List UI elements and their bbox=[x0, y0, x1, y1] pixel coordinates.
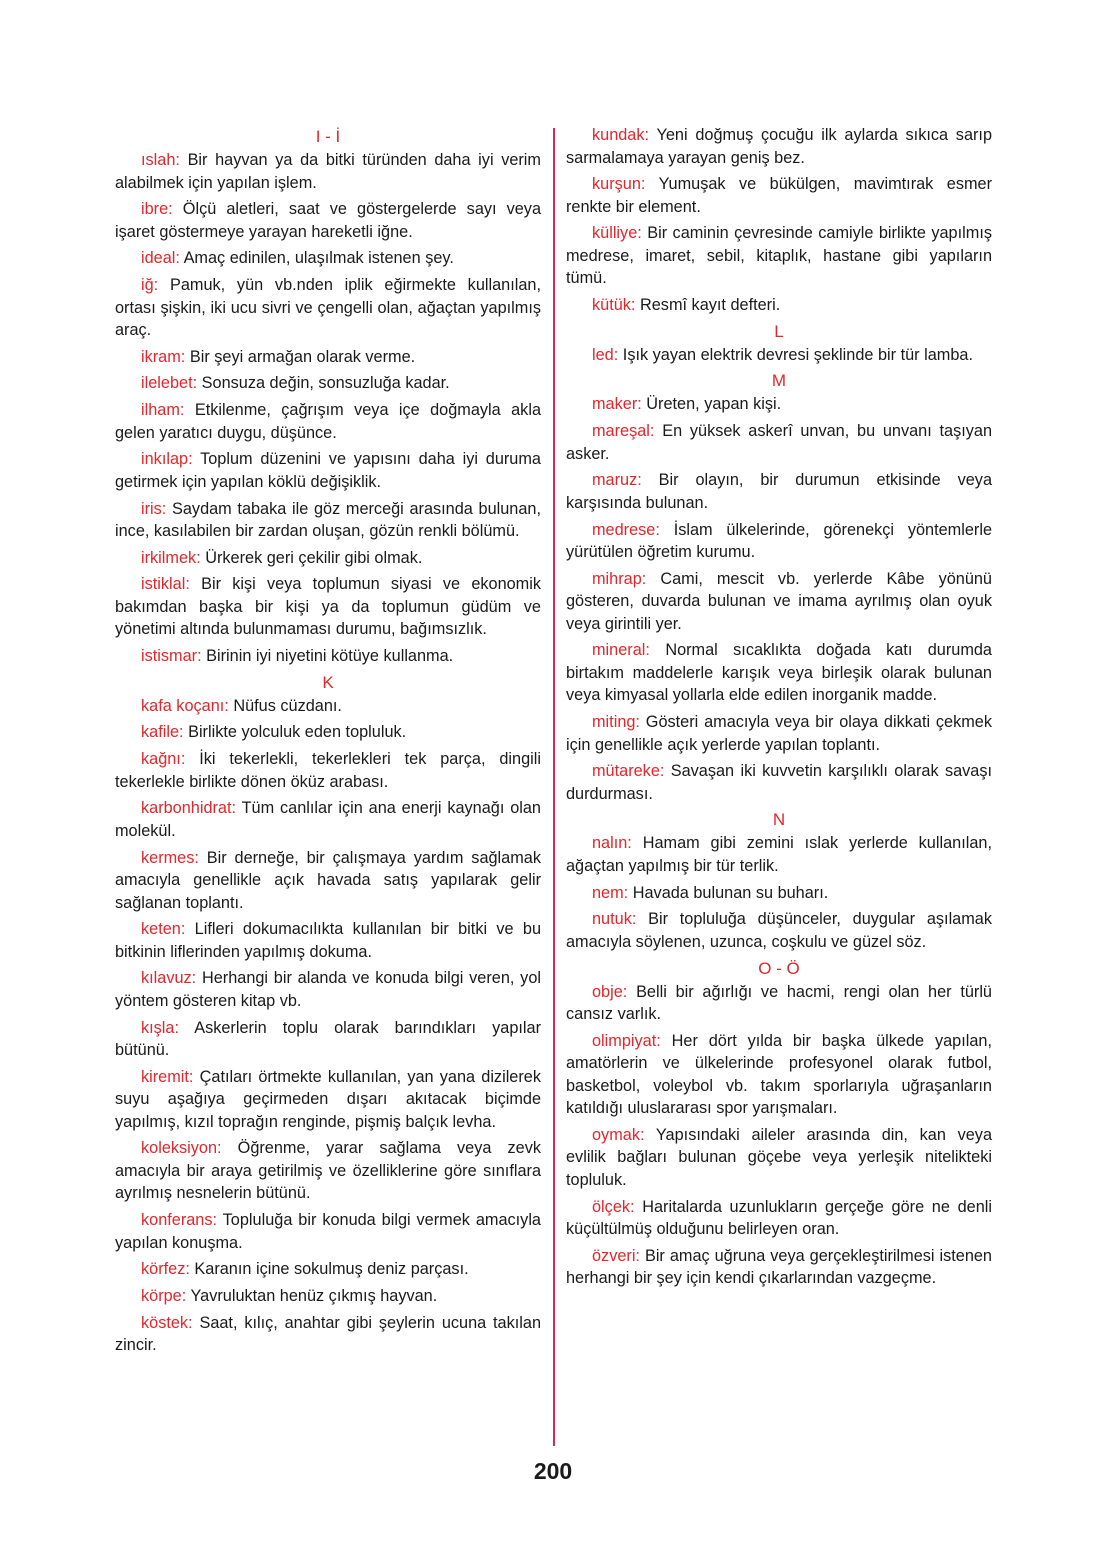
glossary-entry bbox=[115, 1209, 541, 1254]
entry-definition: Birinin iyi niyetini kötüye kullanma. bbox=[206, 647, 454, 666]
glossary-entry bbox=[115, 645, 541, 668]
glossary-entry bbox=[566, 393, 992, 416]
glossary-entry bbox=[566, 1196, 992, 1241]
glossary-entry bbox=[115, 498, 541, 543]
entry-definition: Sonsuza değin, sonsuzluğa kadar. bbox=[201, 374, 450, 393]
section-letter: N bbox=[772, 810, 786, 830]
entry-term: kundak: bbox=[592, 126, 650, 144]
entry-term: kışla: bbox=[141, 1018, 180, 1037]
entry-definition: Yavruluktan henüz çıkmış hayvan. bbox=[190, 1287, 438, 1305]
entry-definition: Her dört yılda bir başka ülkede yapılan, amatörlerin ve ülkelerinde profesyonel olarak futbol, basketbol, voleybol vb. takım sporlarıyla uğraşanların katıldığı uluslararası spor yarışmaları. bbox=[566, 1031, 992, 1118]
glossary-entry bbox=[566, 882, 992, 905]
entry-term: nutuk: bbox=[592, 910, 637, 929]
glossary-entry bbox=[566, 519, 992, 564]
entry-term: kütük: bbox=[592, 296, 636, 315]
entry-definition: Bir derneğe, bir çalışmaya yardım sağlamak amacıyla genellikle açık havada satış yapılarak gelir sağlanan toplantı. bbox=[115, 848, 541, 912]
entry-definition: Nüfus cüzdanı. bbox=[233, 696, 342, 715]
entry-definition: Havada bulunan su buharı. bbox=[632, 883, 829, 902]
glossary-entry bbox=[566, 1124, 992, 1192]
entry-definition: Yeni doğmuş çocuğu ilk aylarda sıkıca sarıp sarmalamaya yarayan geniş bez. bbox=[566, 126, 993, 167]
entry-definition: İki tekerlekli, tekerlekleri tek parça, dingili tekerlekle birlikte dönen öküz arabası. bbox=[115, 750, 541, 791]
entry-term: miting: bbox=[592, 713, 640, 732]
entry-definition: Normal sıcaklıkta doğada katı durumda birtakım maddelerle karışık veya birleşik olarak bulunan veya kimyasal yollarla elde edilen inorganik madde. bbox=[566, 641, 992, 705]
section-letter: O - Ö bbox=[758, 958, 800, 978]
entry-term: ilelebet: bbox=[141, 374, 198, 393]
entry-definition: Bir şeyi armağan olarak verme. bbox=[189, 347, 416, 366]
entry-definition: Öğrenme, yarar sağlama veya zevk amacıyla bir araya getirilmiş ve özelliklerine göre sınıflara ayrılmış nesnelerin bütünü. bbox=[115, 1139, 541, 1203]
entry-term: nem: bbox=[592, 883, 629, 902]
glossary-entry bbox=[115, 573, 541, 641]
entry-definition: Birlikte yolculuk eden topluluk. bbox=[188, 723, 407, 742]
entry-definition: Haritalarda uzunlukların gerçeğe göre ne denli küçültülmüş olduğunu belirleyen oran. bbox=[566, 1197, 992, 1239]
entry-term: inkılap: bbox=[141, 450, 193, 469]
glossary-entry bbox=[566, 711, 992, 756]
entry-term: ıslah: bbox=[141, 151, 180, 169]
entry-term: ilham: bbox=[141, 401, 185, 420]
entry-term: köstek: bbox=[141, 1313, 193, 1332]
glossary-entry bbox=[115, 247, 541, 270]
entry-definition: Karanın içine sokulmuş deniz parçası. bbox=[194, 1260, 469, 1279]
entry-term: konferans: bbox=[141, 1211, 218, 1230]
glossary-entry bbox=[566, 832, 992, 877]
entry-definition: Bir topluluğa düşünceler, duygular aşılamak amacıyla söylenen, uzunca, coşkulu ve güzel söz. bbox=[566, 910, 992, 951]
glossary-entry bbox=[566, 981, 992, 1026]
glossary-entry bbox=[115, 721, 541, 744]
glossary-entry bbox=[115, 346, 541, 369]
entry-term: oymak: bbox=[592, 1125, 645, 1144]
left-column bbox=[115, 124, 541, 1361]
glossary-entry bbox=[115, 448, 541, 493]
entry-definition: Hamam gibi zemini ıslak yerlerde kullanılan, ağaçtan yapılmış bir tür terlik. bbox=[566, 834, 992, 875]
entry-term: keten: bbox=[141, 920, 186, 939]
entry-term: kiremit: bbox=[141, 1067, 194, 1086]
glossary-entry bbox=[115, 967, 541, 1012]
entry-term: maker: bbox=[592, 395, 642, 414]
entry-term: körfez: bbox=[141, 1260, 190, 1279]
entry-term: medrese: bbox=[592, 520, 660, 539]
page-number: 200 bbox=[533, 1458, 573, 1484]
entry-term: kafile: bbox=[141, 723, 184, 742]
entry-definition: Cami, mescit vb. yerlerde Kâbe yönünü gösteren, duvarda bulunan ve imama ayrılmış olan oyuk veya girintili yer. bbox=[566, 569, 992, 633]
entry-term: mareşal: bbox=[592, 422, 655, 441]
entry-definition: Saydam tabaka ile göz merceği arasında bulunan, ince, kasılabilen bir zardan oluşan, gözün renkli bölümü. bbox=[115, 499, 541, 540]
glossary-entry bbox=[115, 399, 541, 444]
entry-term: kermes: bbox=[141, 848, 199, 867]
glossary-entry bbox=[566, 420, 992, 465]
entry-term: iris: bbox=[141, 499, 167, 518]
entry-definition: Işık yayan elektrik devresi şeklinde bir tür lamba. bbox=[622, 345, 973, 364]
glossary-entry bbox=[566, 639, 992, 707]
entry-definition: Çatıları örtmekte kullanılan, yan yana dizilerek suyu aşağıya geçirmeden dışarı akıtacak biçimde yapılmış, kızıl toprağın renginde, pişmiş balçık levha. bbox=[115, 1067, 541, 1131]
section-letter: K bbox=[322, 672, 334, 692]
entry-definition: Ürkerek geri çekilir gibi olmak. bbox=[205, 548, 423, 567]
entry-definition: Ölçü aletleri, saat ve göstergelerde sayı veya işaret göstermeye yarayan hareketli iğne. bbox=[115, 200, 542, 241]
glossary-entry bbox=[566, 344, 992, 367]
entry-definition: Etkilenme, çağrışım veya içe doğmayla akla gelen yaratıcı duygu, düşünce. bbox=[115, 401, 541, 442]
glossary-entry bbox=[115, 695, 541, 718]
entry-term: ikram: bbox=[141, 347, 186, 366]
entry-term: külliye: bbox=[592, 224, 642, 243]
right-column bbox=[566, 124, 992, 1294]
glossary-entry bbox=[115, 1017, 541, 1062]
glossary-entry bbox=[115, 372, 541, 395]
entry-term: led: bbox=[592, 345, 619, 364]
entry-definition: Bir caminin çevresinde camiyle birlikte yapılmış medrese, imaret, sebil, kitaplık, hastane gibi yapıların tümü. bbox=[566, 224, 992, 288]
entry-definition: Resmî kayıt defteri. bbox=[639, 296, 781, 315]
glossary-entry bbox=[566, 1245, 992, 1290]
glossary-entry bbox=[115, 1312, 541, 1357]
entry-definition: Saat, kılıç, anahtar gibi şeylerin ucuna takılan zincir. bbox=[115, 1313, 542, 1355]
entry-term: mineral: bbox=[592, 641, 650, 660]
entry-definition: Savaşan iki kuvvetin karşılıklı olarak savaşı durdurması. bbox=[566, 762, 992, 803]
entry-definition: Bir olayın, bir durumun etkisinde veya karşısında bulunan. bbox=[566, 471, 992, 512]
entry-term: mütareke: bbox=[592, 762, 665, 781]
entry-definition: Amaç edinilen, ulaşılmak istenen şey. bbox=[183, 249, 454, 268]
entry-term: kılavuz: bbox=[141, 969, 197, 988]
glossary-entry bbox=[115, 847, 541, 915]
entry-term: nalın: bbox=[592, 834, 632, 853]
entry-definition: Yumuşak ve bükülgen, mavimtırak esmer renkte bir element. bbox=[566, 175, 992, 216]
entry-definition: Bir amaç uğruna veya gerçekleştirilmesi istenen herhangi bir şey için kendi çıkarlarından vazgeçme. bbox=[566, 1246, 992, 1288]
glossary-entry bbox=[115, 274, 541, 342]
entry-term: obje: bbox=[592, 982, 628, 1001]
entry-definition: Lifleri dokumacılıkta kullanılan bir bitki ve bu bitkinin liflerinden yapılmış dokuma. bbox=[115, 920, 541, 961]
section-letter: L bbox=[774, 321, 784, 341]
glossary-entry bbox=[115, 1285, 541, 1308]
column-divider bbox=[553, 128, 555, 1446]
entry-term: ibre: bbox=[141, 200, 173, 219]
glossary-entry bbox=[566, 568, 992, 636]
entry-definition: Gösteri amacıyla veya bir olaya dikkati çekmek için genellikle açık yerlerde yapılan toplantı. bbox=[566, 713, 992, 754]
entry-term: ideal: bbox=[141, 249, 180, 268]
entry-term: körpe: bbox=[141, 1287, 187, 1305]
entry-definition: Askerlerin toplu olarak barındıkları yapılar bütünü. bbox=[115, 1018, 541, 1060]
entry-term: irkilmek: bbox=[141, 548, 201, 567]
entry-term: kağnı: bbox=[141, 750, 186, 769]
glossary-entry bbox=[115, 198, 541, 243]
entry-term: istismar: bbox=[141, 647, 202, 666]
entry-term: kurşun: bbox=[592, 175, 646, 194]
glossary-entry bbox=[115, 547, 541, 570]
entry-term: kafa koçanı: bbox=[141, 696, 229, 715]
glossary-entry bbox=[566, 294, 992, 317]
entry-term: mihrap: bbox=[592, 569, 647, 588]
glossary-entry bbox=[566, 222, 992, 290]
entry-definition: Bir hayvan ya da bitki türünden daha iyi verim alabilmek için yapılan işlem. bbox=[115, 151, 541, 192]
entry-definition: Herhangi bir alanda ve konuda bilgi veren, yol yöntem gösteren kitap vb. bbox=[115, 969, 541, 1010]
entry-term: iğ: bbox=[141, 276, 159, 295]
entry-definition: Bir kişi veya toplumun siyasi ve ekonomik bakımdan başka bir kişi ya da toplumun güdüm ve yönetimi altında bulunmaması durumu, bağımsızlık. bbox=[115, 575, 542, 639]
entry-definition: Toplum düzenini ve yapısını daha iyi duruma getirmek için yapılan köklü değişiklik. bbox=[115, 450, 541, 491]
entry-term: özveri: bbox=[592, 1246, 640, 1265]
entry-definition: Yapısındaki aileler arasında din, kan veya evlilik bağları bulunan göçebe veya yerleşik nitelikteki topluluk. bbox=[566, 1125, 992, 1189]
entry-definition: İslam ülkelerinde, görenekçi yöntemlerle yürütülen öğretim kurumu. bbox=[566, 520, 992, 561]
entry-definition: Pamuk, yün vb.nden iplik eğirmekte kullanılan, ortası şişkin, iki ucu sivri ve çengelli olan, ağaçtan yapılmış araç. bbox=[115, 276, 541, 340]
glossary-entry bbox=[566, 760, 992, 805]
glossary-entry bbox=[115, 149, 541, 194]
glossary-entry bbox=[115, 1137, 541, 1205]
glossary-entry bbox=[566, 908, 992, 953]
entry-term: olimpiyat: bbox=[592, 1031, 661, 1050]
entry-term: koleksiyon: bbox=[141, 1139, 222, 1158]
entry-definition: Topluluğa bir konuda bilgi vermek amacıyla yapılan konuşma. bbox=[115, 1211, 541, 1252]
glossary-entry bbox=[115, 918, 541, 963]
glossary-entry bbox=[115, 797, 541, 842]
glossary-entry bbox=[566, 1030, 992, 1120]
entry-term: istiklal: bbox=[141, 575, 190, 594]
entry-definition: En yüksek askerî unvan, bu unvanı taşıyan asker. bbox=[566, 422, 993, 463]
glossary-entry bbox=[566, 124, 992, 169]
entry-definition: Belli bir ağırlığı ve hacmi, rengi olan her türlü cansız varlık. bbox=[566, 982, 992, 1023]
section-letter: M bbox=[771, 371, 787, 391]
glossary-entry bbox=[115, 1066, 541, 1134]
section-letter: I - İ bbox=[315, 127, 341, 146]
entry-definition: Üreten, yapan kişi. bbox=[646, 395, 782, 414]
glossary-entry bbox=[566, 173, 992, 218]
glossary-entry bbox=[115, 1258, 541, 1281]
entry-definition: Tüm canlılar için ana enerji kaynağı olan molekül. bbox=[115, 799, 541, 840]
entry-term: ölçek: bbox=[592, 1197, 635, 1216]
entry-term: maruz: bbox=[592, 471, 642, 490]
glossary-entry bbox=[566, 469, 992, 514]
entry-term: karbonhidrat: bbox=[141, 799, 237, 818]
glossary-entry bbox=[115, 748, 541, 793]
